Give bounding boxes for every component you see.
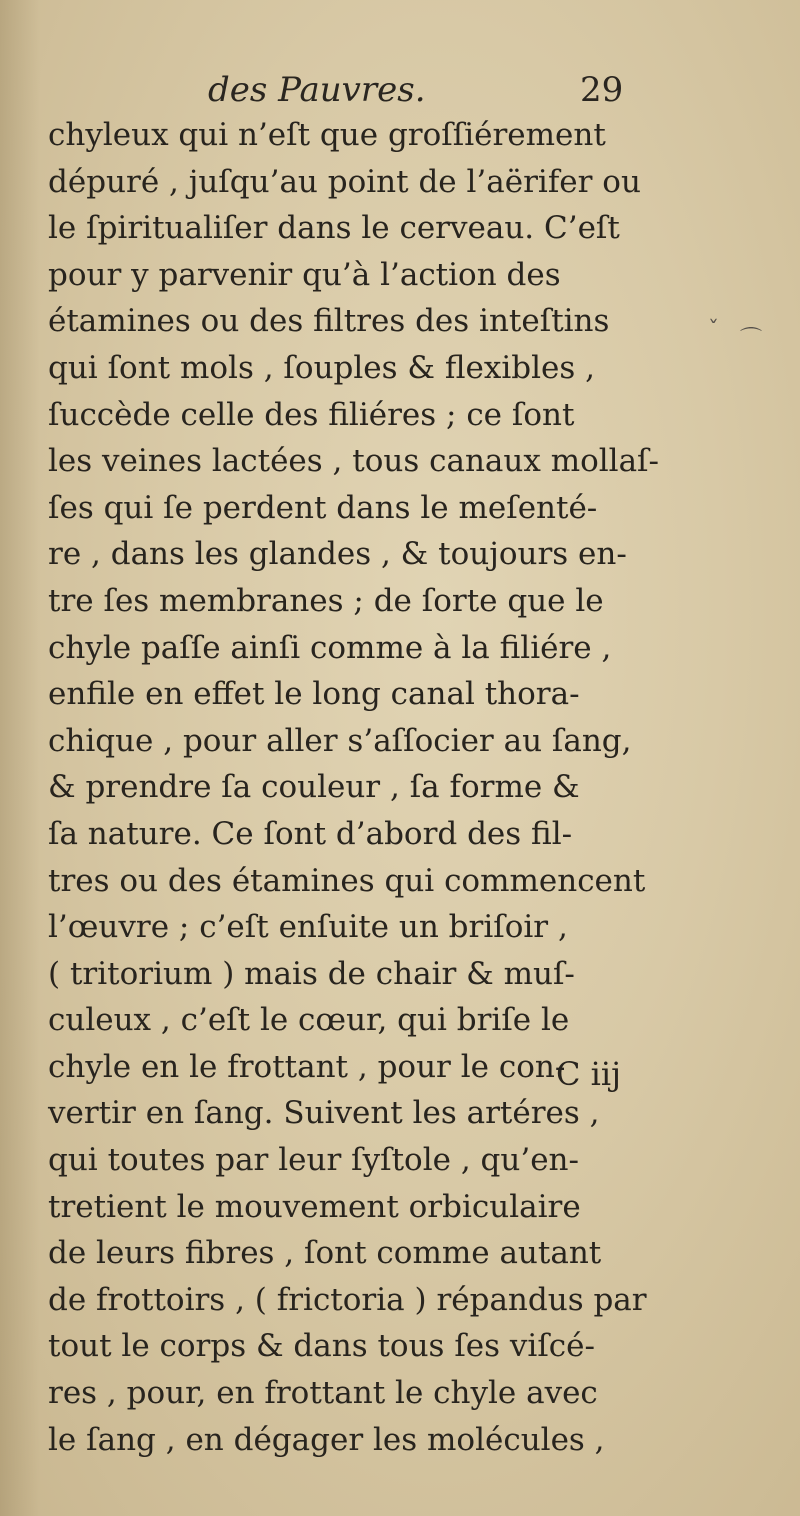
text-line: les veines lactées , tous canaux mollaſ- [48,443,660,480]
text-line: tretient le mouvement orbiculaire [48,1188,581,1225]
text-line: qui ſont mols , ſouples & flexibles , [48,349,595,386]
text-line: tout le corps & dans tous ſes viſcé- [48,1328,595,1365]
text-line: le ſang , en dégager les molécules , [48,1421,605,1458]
text-line: dépuré , juſqu’au point de l’aërifer ou [48,163,641,200]
text-line: chique , pour aller s’aſſocier au ſang, [48,722,632,759]
gutter-shadow [0,0,40,1516]
text-line: pour y parvenir qu’à l’action des [48,256,561,293]
text-line: le ſpiritualiſer dans le cerveau. C’eſt [48,210,620,247]
text-line: ſuccède celle des filiéres ; ce ſont [48,396,575,433]
text-line: res , pour, en frottant le chyle avec [48,1375,598,1412]
text-line: tres ou des étamines qui commencent [48,862,646,899]
text-line: chyle paſſe ainſi comme à la filiére , [48,629,612,666]
text-line: de leurs fibres , ſont comme autant [48,1235,602,1272]
margin-smudge-icon: ˇ [708,318,719,343]
text-line: re , dans les glandes , & toujours en- [48,536,627,573]
page-number: 29 [580,70,624,110]
text-line: & prendre ſa couleur , ſa forme & [48,769,580,806]
text-line: tre ſes membranes ; de ſorte que le [48,582,604,619]
text-line: enfile en effet le long canal thora- [48,676,580,713]
body-text [48,112,658,1463]
text-line: chyleux qui n’eſt que groſſiérement [48,117,606,153]
text-line: étamines ou des filtres des inteſtins [48,303,610,340]
signature-mark: C iij [556,1055,622,1093]
margin-smudge-icon: ⌒ [740,327,763,352]
text-line: culeux , c’eſt le cœur, qui briſe le [48,1002,570,1039]
text-line: chyle en le frottant , pour le con- [48,1048,566,1085]
text-line: vertir en ſang. Suivent les artéres , [48,1095,600,1132]
text-line: qui toutes par leur ſyſtole , qu’en- [48,1142,579,1179]
text-line: ( tritorium ) mais de chair & muſ- [48,955,575,992]
text-line: l’œuvre ; c’eſt enſuite un briſoir , [48,909,568,946]
text-line: de frottoirs , ( frictoria ) répandus par [48,1281,647,1318]
text-line: ſa nature. Ce ſont d’abord des fil- [48,815,573,852]
text-line: ſes qui ſe perdent dans le meſenté- [48,489,598,526]
running-head: des Pauvres. [208,70,426,110]
